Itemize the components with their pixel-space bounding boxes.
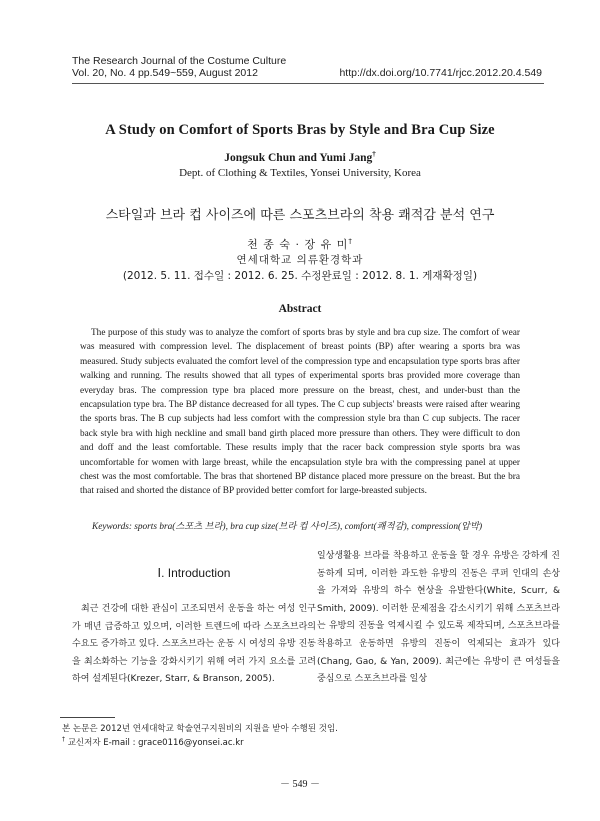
corresponding-email: 교신저자 E-mail : grace0116@yonsei.ac.kr: [67, 738, 244, 748]
affiliation: Dept. of Clothing & Textiles, Yonsei University, Korea: [179, 167, 421, 179]
corresponding-footnote: [62, 736, 244, 748]
author-names: Jongsuk Chun and Yumi Jang: [224, 151, 373, 164]
corresponding-mark: †: [372, 150, 376, 158]
korean-corresponding-mark: †: [348, 237, 353, 246]
header-divider: [72, 83, 544, 84]
korean-affiliation: 연세대학교 의류환경학과: [236, 254, 364, 266]
funding-footnote: 본 논문은 2012년 연세대학교 학술연구지원비의 지원을 받아 수행된 것임.: [62, 724, 338, 734]
running-header: [72, 55, 286, 79]
journal-name: The Research Journal of the Costume Culture: [72, 55, 287, 67]
section-heading-introduction: Ⅰ. Introduction: [157, 566, 231, 580]
abstract-text: The purpose of this study was to analyze the comfort of sports bras by style and bra cup size. The comfort of wear was measured with compression level. The displacement of breast points (BP) after wearing a sports bra was measured. Study subjects evaluated the comfort level of the compression type and encapsulation type sports bras after walking and running. The results showed that all types of experimental sports bras provided more coverage than everyday bras. The compression type bra placed more pressure on the breast, chest, and under-bust than the encapsulation type bra. The BP distance decreased for all types. The C cup subjects' breasts were raised after wearing the sports bras. The B cup subjects had less comfort with the compression style bra than C cup subjects. The racer back style bra with high neckline and small band girth placed more pressure than others. They were difficult to don and doff and the least comfortable. These results imply that the racer back compression style sports bra was uncomfortable for women with large breast, while the encapsulation style bra with the compressing panel at upper chest was the most comfortable. The bras that shortened BP distance placed more pressure on the breast. But the bra that raised and shorted the distance of BP provided better comfort for large-breasted subjects.: [80, 328, 520, 497]
korean-authors: 천 종 숙 · 장 유 미: [247, 238, 349, 251]
paper-title: A Study on Comfort of Sports Bras by Style and Bra Cup Size: [105, 122, 495, 138]
page-number: － 549 －: [280, 779, 320, 790]
volume-info: Vol. 20, No. 4 pp.549~559, August 2012: [72, 67, 258, 79]
author-line: [0, 150, 600, 164]
korean-author-line: [0, 236, 600, 252]
footnote-divider: [60, 717, 115, 718]
korean-title: 스타일과 브라 컵 사이즈에 따른 스포츠브라의 착용 쾌적감 분석 연구: [105, 208, 495, 223]
abstract-heading: Abstract: [278, 303, 322, 315]
body-column-right: 일상생활용 브라를 착용하고 운동을 할 경우 유방은 강하게 진동하게 되며, 이러한 과도한 유방의 진동은 쿠퍼 인대의 손상을 가져와 유방의 하수 현상을 유발한다(White, Scurr, & Smith, 2009). 이러한 문제점을 감소시키기 위해 스포츠브라는 유방의 진동을 억제시킬 수 있도록 제작되며, 스포츠브라를 착용하고 운동하면 유방의 진동이 억제되는 효과가 있다(Chang, Gao, & Yan, 2009). 최근에는 유방이 큰 여성들을 중심으로 스포츠브라를 일상: [317, 551, 560, 685]
submission-dates: (2012. 5. 11. 접수일 : 2012. 6. 25. 수정완료일 : 2012. 8. 1. 게재확정일): [122, 270, 478, 282]
body-column-left: 최근 건강에 대한 관심이 고조되면서 운동을 하는 여성 인구가 매년 급증하고 있으며, 이러한 트렌드에 따라 스포츠브라의 수요도 증가하고 있다. 스포츠브라는 운동 시 여성의 유방 진동을 최소화하는 기능을 강화시키기 위해 여러 가지 요소를 고려하여 설계된다(Krezer, Starr, & Branson, 2005).: [72, 604, 316, 685]
footnote-mark: †: [62, 736, 65, 744]
keywords: Keywords: sports bra(스포츠 브라), bra cup size(브라 컵 사이즈), comfort(쾌적감), compression(압박): [92, 522, 483, 532]
doi-link[interactable]: http://dx.doi.org/10.7741/rjcc.2012.20.4.549: [339, 67, 542, 79]
